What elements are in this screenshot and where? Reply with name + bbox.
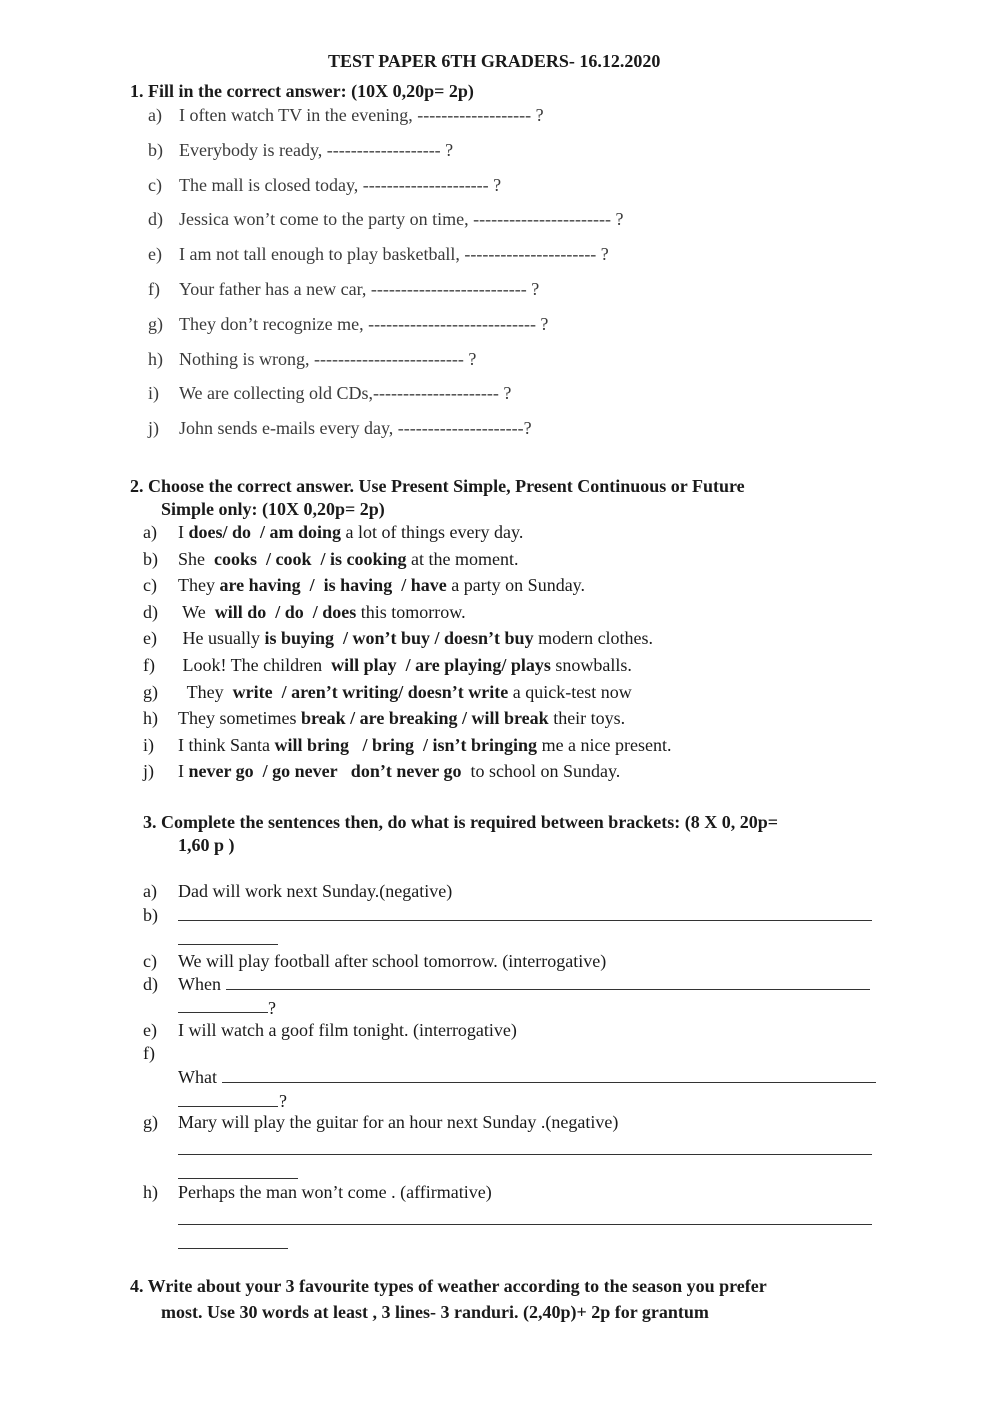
q3-heading-line1: 3. Complete the sentences then, do what is required between brackets: (8 X 0, 20p= (143, 812, 779, 832)
q2-item-pre: I (178, 761, 189, 782)
q2-item-post: a party on Sunday. (446, 575, 586, 596)
q2-item-options[interactable]: is buying / won’t buy / doesn’t buy (264, 628, 534, 649)
q2-item-sentence (178, 654, 632, 677)
q2-item-post: a lot of things every day. (341, 522, 524, 542)
q2-item-post: to school on Sunday. (461, 761, 621, 782)
q3-c-label: c) (143, 951, 157, 971)
q1-item-text[interactable]: The mall is closed today, --------------------- ? (179, 174, 502, 195)
q2-item-pre: I (178, 522, 189, 542)
q2-item-sentence (178, 707, 625, 730)
q1-item-label: h) (148, 348, 163, 369)
q2-item-options[interactable]: does/ do / am doing (188, 522, 342, 542)
q3-d-prompt: When (178, 974, 221, 994)
q1-item-text[interactable]: John sends e-mails every day, ---------------------? (179, 418, 532, 439)
q3-e-label: e) (143, 1020, 157, 1040)
q2-item-sentence (178, 574, 585, 597)
q1-item-text[interactable]: They don’t recognize me, ---------------------------- ? (179, 313, 549, 334)
q1-item-text[interactable]: Everybody is ready, ------------------- ? (179, 139, 454, 160)
q2-item-label: c) (143, 575, 157, 596)
page-title: TEST PAPER 6TH GRADERS- 16.12.2020 (328, 51, 661, 71)
q1-item-text[interactable]: Your father has a new car, -------------------------- ? (179, 279, 540, 299)
q3-g-answer-line[interactable] (178, 1140, 872, 1155)
q2-item-options[interactable]: will do / do / does (214, 601, 357, 622)
q3-f-answer-line-cont[interactable] (178, 1092, 278, 1107)
q3-heading-line2: 1,60 p ) (178, 835, 235, 855)
q3-g-answer-line-cont[interactable] (178, 1164, 298, 1179)
q3-d-answer-line[interactable] (226, 975, 870, 990)
q3-d-label: d) (143, 974, 158, 994)
q2-item-sentence (178, 521, 523, 544)
q3-f-label: f) (143, 1043, 155, 1063)
q2-item-options[interactable]: never go / go never don’t never go (188, 761, 462, 782)
q1-item-label: d) (148, 209, 163, 230)
q3-f-answer-line[interactable] (222, 1068, 876, 1083)
q2-item-post: me a nice present. (537, 734, 672, 755)
q2-item-label: b) (143, 548, 158, 569)
q2-item-sentence (178, 601, 466, 624)
q2-item-label: e) (143, 628, 157, 649)
q2-item-label: h) (143, 708, 158, 729)
q1-item-text[interactable]: Jessica won’t come to the party on time, ----------------------- ? (179, 209, 624, 230)
q2-item-sentence (178, 760, 620, 783)
q2-item-sentence (178, 548, 519, 571)
q2-item-pre: He usually (178, 628, 265, 649)
q1-item-label: c) (148, 174, 162, 195)
q2-item-sentence (178, 681, 632, 704)
q2-item-post: this tomorrow. (356, 601, 466, 622)
q2-item-post: modern clothes. (533, 628, 654, 649)
q2-item-pre: Look! The children (178, 655, 332, 675)
q2-item-pre: I think Santa (178, 734, 275, 755)
q2-item-options[interactable]: will bring / bring / isn’t bringing (274, 734, 538, 755)
q2-item-options[interactable]: cooks / cook / is cooking (214, 548, 407, 569)
q1-item-label: a) (148, 105, 162, 125)
q2-item-sentence (178, 627, 653, 650)
q1-item-label: b) (148, 139, 163, 160)
q2-item-post: their toys. (548, 708, 626, 729)
q3-b-answer-line[interactable] (178, 906, 872, 921)
q3-h-text: Perhaps the man won’t come . (affirmative) (178, 1182, 492, 1202)
q2-item-pre: We (178, 601, 215, 622)
q2-item-label: d) (143, 601, 158, 622)
q3-b-answer-line-cont[interactable] (178, 930, 278, 945)
q2-item-post: snowballs. (550, 655, 632, 675)
q2-item-sentence (178, 734, 672, 757)
q3-c-text: We will play football after school tomorrow. (interrogative) (178, 951, 607, 971)
q2-item-label: a) (143, 522, 157, 542)
q3-a-text: Dad will work next Sunday.(negative) (178, 881, 453, 901)
q1-item-text[interactable]: I often watch TV in the evening, ------------------- ? (179, 105, 544, 125)
q3-g-text: Mary will play the guitar for an hour next Sunday .(negative) (178, 1112, 619, 1132)
q2-item-pre: They sometimes (178, 708, 301, 729)
q3-b-label: b) (143, 905, 158, 925)
q2-item-label: i) (143, 734, 154, 755)
q1-item-label: f) (148, 279, 160, 299)
q3-g-label: g) (143, 1112, 158, 1132)
q3-h-answer-line-cont[interactable] (178, 1234, 288, 1249)
q3-h-label: h) (143, 1182, 158, 1202)
q3-a-label: a) (143, 881, 157, 901)
q2-item-label: f) (143, 655, 155, 675)
q2-item-post: a quick-test now (508, 681, 632, 702)
q2-item-options[interactable]: will play / are playing/ plays (331, 655, 551, 675)
q2-heading-line1: 2. Choose the correct answer. Use Present Simple, Present Continuous or Future (130, 476, 745, 496)
q1-item-text[interactable]: Nothing is wrong, ------------------------- ? (179, 348, 477, 369)
q2-item-options[interactable]: are having / is having / have (219, 575, 447, 596)
q3-d-answer-line-cont[interactable] (178, 998, 268, 1013)
q2-item-pre: They (178, 681, 233, 702)
q2-item-pre: She (178, 548, 214, 569)
q3-h-answer-line[interactable] (178, 1210, 872, 1225)
q1-item-label: i) (148, 383, 159, 404)
q3-f-question-mark: ? (279, 1091, 287, 1111)
q3-d-question-mark: ? (268, 998, 276, 1018)
q3-e-text: I will watch a goof film tonight. (interrogative) (178, 1020, 517, 1040)
q1-item-label: j) (148, 418, 159, 439)
q1-heading: 1. Fill in the correct answer: (10X 0,20p= 2p) (130, 81, 474, 101)
q1-item-label: g) (148, 313, 163, 334)
q2-item-label: j) (143, 761, 154, 782)
q4-heading-line1: 4. Write about your 3 favourite types of weather according to the season you prefer (130, 1276, 767, 1296)
q3-f-prompt: What (178, 1067, 217, 1087)
q1-item-label: e) (148, 244, 162, 265)
q2-item-pre: They (178, 575, 220, 596)
q4-heading-line2: most. Use 30 words at least , 3 lines- 3 randuri. (2,40p)+ 2p for grantum (161, 1302, 709, 1322)
q2-item-post: at the moment. (406, 548, 519, 569)
q1-item-text[interactable]: I am not tall enough to play basketball, ---------------------- ? (179, 244, 609, 265)
q1-item-text[interactable]: We are collecting old CDs,--------------------- ? (179, 383, 512, 404)
q2-heading-line2: Simple only: (10X 0,20p= 2p) (161, 499, 385, 519)
q2-item-options[interactable]: write / aren’t writing/ doesn’t write (232, 681, 509, 702)
q2-item-options[interactable]: break / are breaking / will break (300, 708, 549, 729)
q2-item-label: g) (143, 681, 158, 702)
